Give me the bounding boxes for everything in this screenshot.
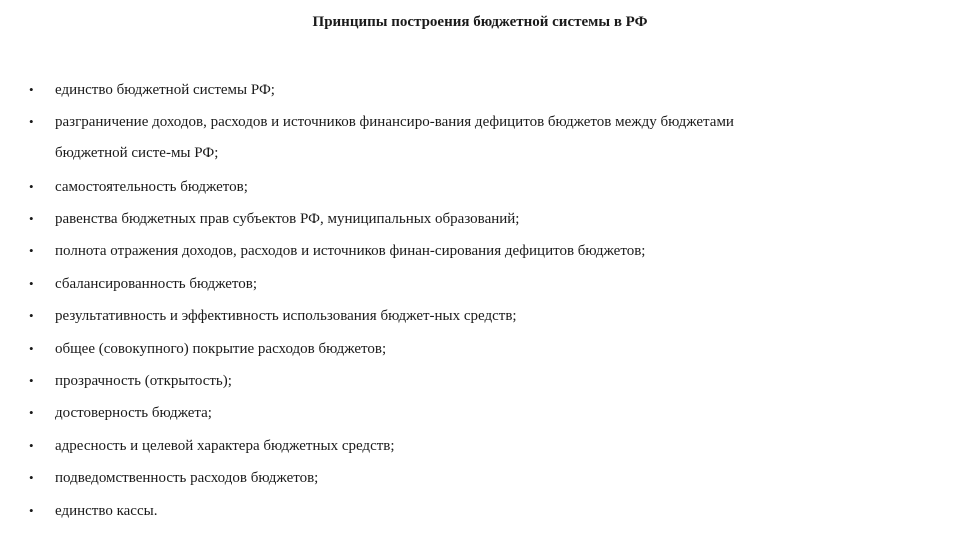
list-item-text: подведомственность расходов бюджетов; bbox=[55, 470, 319, 486]
bullet-icon: • bbox=[29, 503, 34, 518]
list-item-text-continuation: бюджетной систе-мы РФ; bbox=[55, 145, 219, 161]
bullet-icon: • bbox=[29, 341, 34, 356]
list-item-text: результативность и эффективность использования бюджет-ных средств; bbox=[55, 308, 517, 324]
bullet-icon: • bbox=[29, 179, 34, 194]
bullet-icon: • bbox=[29, 211, 34, 226]
list-item-text: единство бюджетной системы РФ; bbox=[55, 82, 275, 98]
bullet-icon: • bbox=[29, 308, 34, 323]
list-item-text: полнота отражения доходов, расходов и источников финан-сирования дефицитов бюджетов; bbox=[55, 243, 646, 259]
bullet-icon: • bbox=[29, 470, 34, 485]
list-item-text: разграничение доходов, расходов и источников финансиро-вания дефицитов бюджетов между бюджетами bbox=[55, 114, 734, 130]
list-item-text: адресность и целевой характера бюджетных средств; bbox=[55, 438, 395, 454]
bullet-icon: • bbox=[29, 405, 34, 420]
bullet-icon: • bbox=[29, 373, 34, 388]
list-item-text: единство кассы. bbox=[55, 503, 158, 519]
bullet-icon: • bbox=[29, 243, 34, 258]
list-item-text: прозрачность (открытость); bbox=[55, 373, 232, 389]
list-item-text: сбалансированность бюджетов; bbox=[55, 276, 258, 292]
list-item-text: равенства бюджетных прав субъектов РФ, муниципальных образований; bbox=[55, 211, 520, 227]
bullet-icon: • bbox=[29, 276, 34, 291]
bullet-icon: • bbox=[29, 438, 34, 453]
slide-title: Принципы построения бюджетной системы в РФ bbox=[312, 14, 648, 30]
list-item-text: достоверность бюджета; bbox=[55, 405, 212, 421]
list-item-text: самостоятельность бюджетов; bbox=[55, 179, 248, 195]
list-item-text: общее (совокупного) покрытие расходов бюджетов; bbox=[55, 341, 387, 357]
bullet-icon: • bbox=[29, 82, 34, 97]
bullet-icon: • bbox=[29, 114, 34, 129]
